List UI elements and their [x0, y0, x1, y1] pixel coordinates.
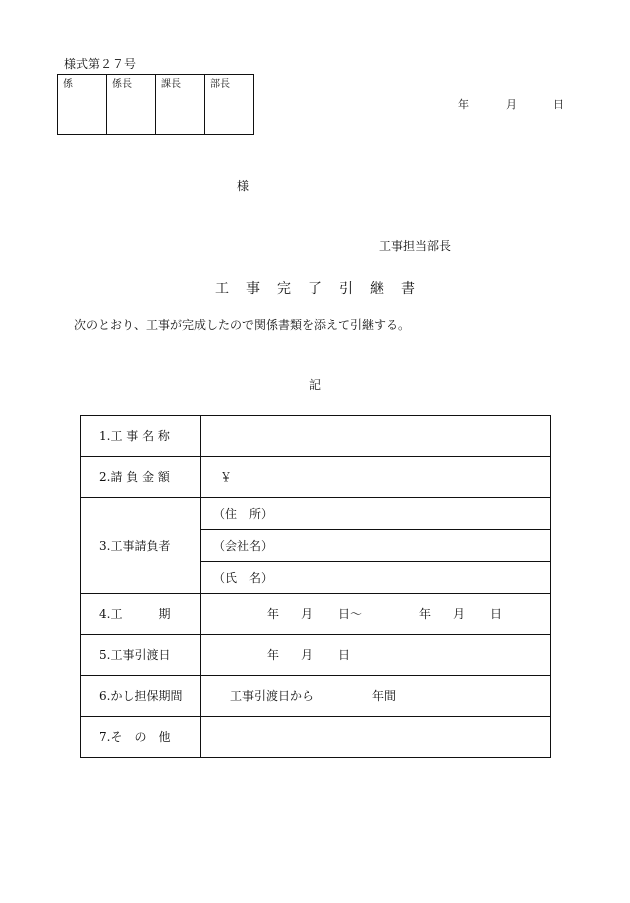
table-row — [81, 594, 551, 635]
contractor-address-label: （住 所） — [213, 506, 274, 521]
period-end-day: 日 — [490, 607, 503, 621]
other-label: 7.そ の 他 — [81, 717, 201, 758]
handover-date-field[interactable] — [201, 635, 551, 676]
ki-heading: 記 — [308, 378, 321, 392]
date-day-label: 日 — [553, 98, 564, 111]
contract-amount-label: 2.請 負 金 額 — [81, 457, 201, 498]
department-head-label: 工事担当部長 — [379, 239, 452, 253]
contractor-company-label: （会社名） — [213, 538, 274, 553]
period-end-year: 年 — [419, 607, 432, 621]
period-end-month: 月 — [453, 607, 466, 621]
form-number: 様式第２７号 — [64, 57, 137, 71]
table-row — [81, 717, 551, 758]
warranty-years-text: 年間 — [372, 689, 397, 703]
approval-cell-section-manager[interactable]: 課長 — [156, 75, 205, 135]
construction-name-label: 1.工 事 名 称 — [81, 416, 201, 457]
contractor-name-label: （氏 名） — [213, 570, 274, 585]
table-row — [81, 676, 551, 717]
construction-period-label: 4.工 期 — [81, 594, 201, 635]
approval-cell-department-manager[interactable]: 部長 — [205, 75, 254, 135]
table-row — [81, 498, 551, 530]
date-year-label: 年 — [458, 98, 469, 111]
table-row — [81, 635, 551, 676]
handover-year: 年 — [267, 648, 280, 662]
handover-details-table — [80, 415, 551, 758]
document-title: 工事完了引継書 — [215, 281, 432, 297]
period-start-day: 日～ — [338, 607, 363, 621]
construction-name-field[interactable] — [201, 416, 551, 457]
approval-stamp-table — [57, 74, 254, 135]
warranty-period-field[interactable] — [201, 676, 551, 717]
construction-period-field[interactable] — [201, 594, 551, 635]
warranty-from-text: 工事引渡日から — [230, 689, 315, 703]
handover-day: 日 — [338, 648, 351, 662]
period-start-month: 月 — [301, 607, 314, 621]
handover-month: 月 — [301, 648, 314, 662]
intro-text: 次のとおり、工事が完成したので関係書類を添えて引継する。 — [74, 318, 411, 332]
contractor-company-field[interactable] — [201, 530, 551, 562]
approval-cell-chief[interactable]: 係長 — [107, 75, 156, 135]
table-row — [81, 457, 551, 498]
addressee-suffix: 様 — [237, 179, 250, 193]
contractor-address-field[interactable] — [201, 498, 551, 530]
date-month-label: 月 — [506, 98, 517, 111]
handover-date-label: 5.工事引渡日 — [81, 635, 201, 676]
contractor-label: 3.工事請負者 — [81, 498, 201, 594]
warranty-period-label: 6.かし担保期間 — [81, 676, 201, 717]
yen-symbol: ￥ — [220, 470, 233, 484]
contract-amount-field[interactable] — [201, 457, 551, 498]
period-start-year: 年 — [267, 607, 280, 621]
table-row — [81, 416, 551, 457]
other-field[interactable] — [201, 717, 551, 758]
approval-cell-staff[interactable]: 係 — [58, 75, 107, 135]
contractor-name-field[interactable] — [201, 562, 551, 594]
